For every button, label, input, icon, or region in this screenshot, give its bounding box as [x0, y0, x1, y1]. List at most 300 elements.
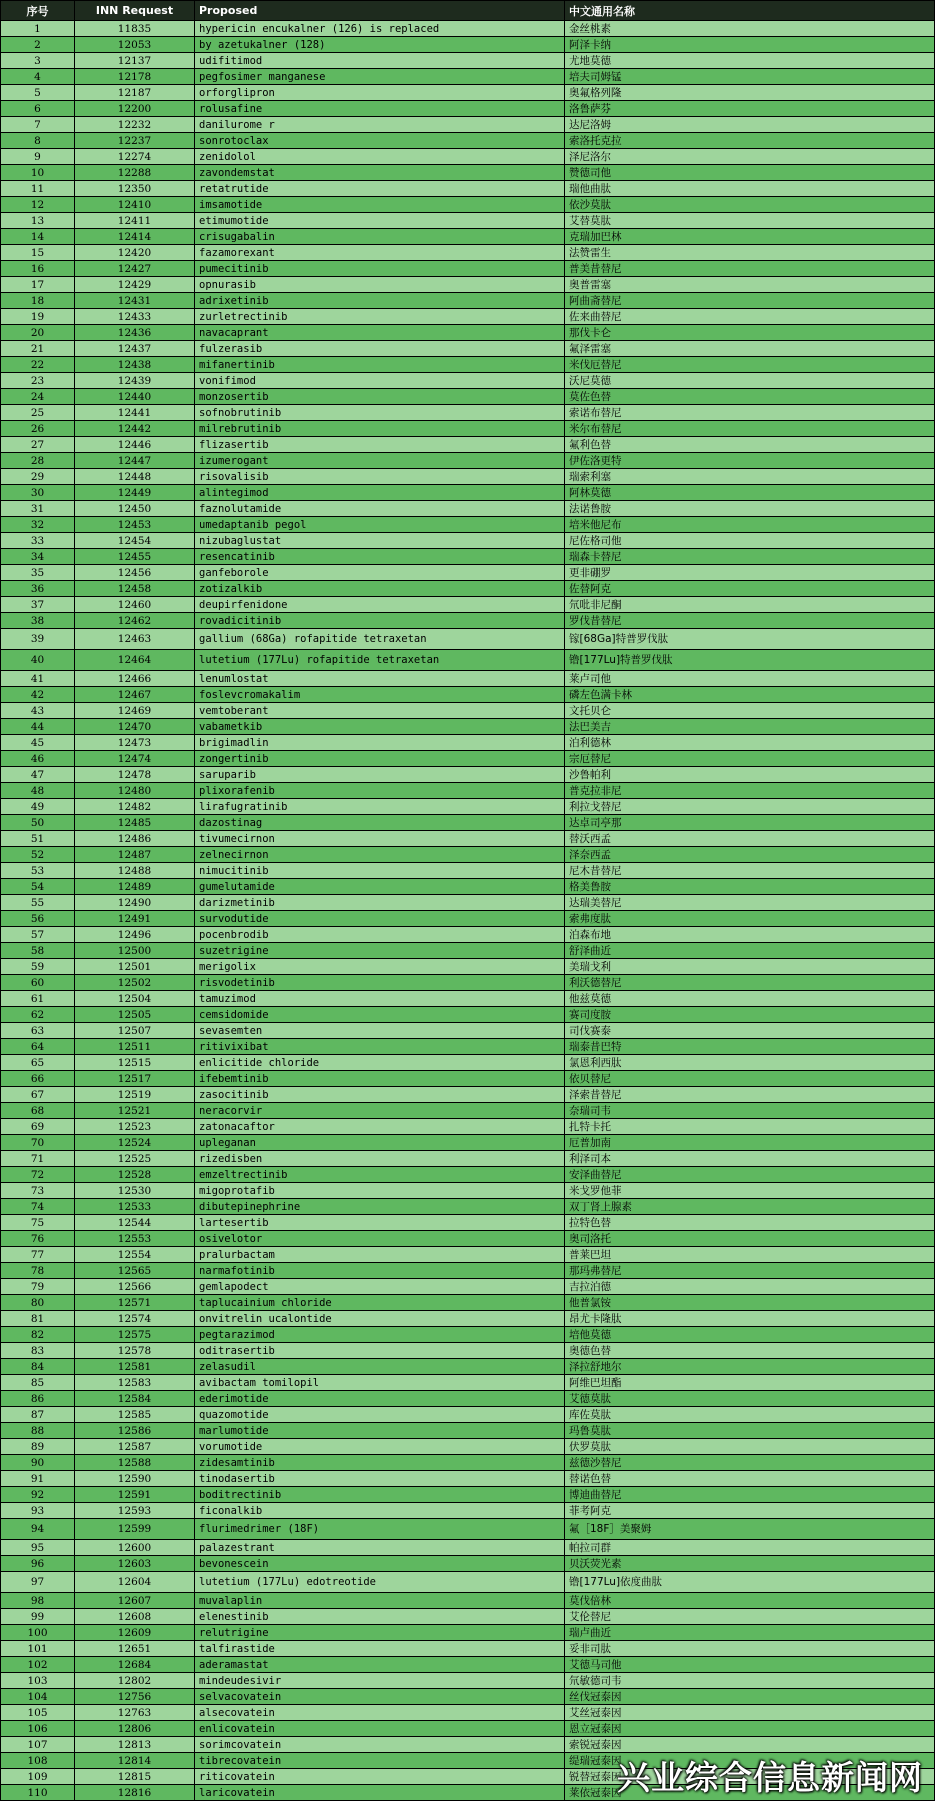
table-row[interactable] — [1, 37, 935, 53]
cell-chinese-name[interactable]: 瑞他曲肽 — [565, 181, 935, 197]
table-row[interactable] — [1, 1103, 935, 1119]
cell-inn-request[interactable]: 12488 — [75, 863, 195, 879]
cell-index[interactable]: 63 — [1, 1023, 75, 1039]
table-row[interactable] — [1, 1343, 935, 1359]
cell-chinese-name[interactable]: 安泽曲替尼 — [565, 1167, 935, 1183]
cell-chinese-name[interactable]: 尼佐格司他 — [565, 533, 935, 549]
cell-chinese-name[interactable]: 伊佐洛更特 — [565, 453, 935, 469]
table-row[interactable] — [1, 1625, 935, 1641]
cell-inn-request[interactable]: 12553 — [75, 1231, 195, 1247]
cell-inn-request[interactable]: 12448 — [75, 469, 195, 485]
cell-proposed[interactable]: pocenbrodib — [195, 927, 565, 943]
cell-proposed[interactable]: opnurasib — [195, 277, 565, 293]
cell-inn-request[interactable]: 12450 — [75, 501, 195, 517]
cell-inn-request[interactable]: 12433 — [75, 309, 195, 325]
table-row[interactable] — [1, 927, 935, 943]
cell-proposed[interactable]: sofnobrutinib — [195, 405, 565, 421]
cell-chinese-name[interactable]: 宗厄替尼 — [565, 751, 935, 767]
cell-inn-request[interactable]: 12756 — [75, 1689, 195, 1705]
table-row[interactable] — [1, 373, 935, 389]
cell-inn-request[interactable]: 12528 — [75, 1167, 195, 1183]
cell-inn-request[interactable]: 12469 — [75, 703, 195, 719]
cell-inn-request[interactable]: 12440 — [75, 389, 195, 405]
cell-index[interactable]: 3 — [1, 53, 75, 69]
cell-chinese-name[interactable]: 奥普雷塞 — [565, 277, 935, 293]
cell-proposed[interactable]: ficonalkib — [195, 1503, 565, 1519]
cell-chinese-name[interactable]: 吉拉泊德 — [565, 1279, 935, 1295]
cell-proposed[interactable]: relutrigine — [195, 1625, 565, 1641]
cell-chinese-name[interactable]: 奥司洛托 — [565, 1231, 935, 1247]
cell-index[interactable]: 6 — [1, 101, 75, 117]
cell-chinese-name[interactable]: 罗伐昔替尼 — [565, 613, 935, 629]
cell-proposed[interactable]: migoprotafib — [195, 1183, 565, 1199]
cell-chinese-name[interactable]: 利拉戈替尼 — [565, 799, 935, 815]
cell-index[interactable]: 93 — [1, 1503, 75, 1519]
cell-index[interactable]: 30 — [1, 485, 75, 501]
cell-index[interactable]: 94 — [1, 1519, 75, 1540]
cell-inn-request[interactable]: 12441 — [75, 405, 195, 421]
cell-proposed[interactable]: taplucainium chloride — [195, 1295, 565, 1311]
cell-chinese-name[interactable]: 镥[177Lu]特普罗伐肽 — [565, 650, 935, 671]
cell-index[interactable]: 88 — [1, 1423, 75, 1439]
cell-chinese-name[interactable]: 氟［18F］美聚姆 — [565, 1519, 935, 1540]
cell-chinese-name[interactable]: 赞德司他 — [565, 165, 935, 181]
cell-index[interactable]: 34 — [1, 549, 75, 565]
cell-proposed[interactable]: onvitrelin ucalontide — [195, 1311, 565, 1327]
cell-proposed[interactable]: ederimotide — [195, 1391, 565, 1407]
cell-inn-request[interactable]: 12603 — [75, 1556, 195, 1572]
cell-proposed[interactable]: upleganan — [195, 1135, 565, 1151]
cell-inn-request[interactable]: 12521 — [75, 1103, 195, 1119]
table-row[interactable] — [1, 1503, 935, 1519]
cell-inn-request[interactable]: 12232 — [75, 117, 195, 133]
cell-inn-request[interactable]: 12486 — [75, 831, 195, 847]
cell-inn-request[interactable]: 12447 — [75, 453, 195, 469]
table-row[interactable] — [1, 1407, 935, 1423]
table-row[interactable] — [1, 581, 935, 597]
cell-index[interactable]: 107 — [1, 1737, 75, 1753]
cell-proposed[interactable]: etimumotide — [195, 213, 565, 229]
cell-proposed[interactable]: rolusafine — [195, 101, 565, 117]
cell-chinese-name[interactable]: 丝伐冠泰因 — [565, 1689, 935, 1705]
cell-chinese-name[interactable]: 贝沃荧光素 — [565, 1556, 935, 1572]
cell-inn-request[interactable]: 12504 — [75, 991, 195, 1007]
cell-inn-request[interactable]: 12515 — [75, 1055, 195, 1071]
table-row[interactable] — [1, 1199, 935, 1215]
table-row[interactable] — [1, 991, 935, 1007]
cell-inn-request[interactable]: 12586 — [75, 1423, 195, 1439]
cell-proposed[interactable]: udifitimod — [195, 53, 565, 69]
cell-chinese-name[interactable]: 培夫司姆锰 — [565, 69, 935, 85]
cell-index[interactable]: 90 — [1, 1455, 75, 1471]
cell-inn-request[interactable]: 12464 — [75, 650, 195, 671]
cell-chinese-name[interactable]: 艾德莫肽 — [565, 1391, 935, 1407]
cell-chinese-name[interactable]: 泊利德林 — [565, 735, 935, 751]
cell-chinese-name[interactable]: 文托贝仑 — [565, 703, 935, 719]
cell-chinese-name[interactable]: 佐来曲替尼 — [565, 309, 935, 325]
table-row[interactable] — [1, 117, 935, 133]
cell-index[interactable]: 55 — [1, 895, 75, 911]
cell-inn-request[interactable]: 12813 — [75, 1737, 195, 1753]
cell-index[interactable]: 78 — [1, 1263, 75, 1279]
cell-chinese-name[interactable]: 莱依冠泰因 — [565, 1785, 935, 1801]
cell-chinese-name[interactable]: 利泽司本 — [565, 1151, 935, 1167]
cell-proposed[interactable]: rovadicitinib — [195, 613, 565, 629]
cell-proposed[interactable]: pegtarazimod — [195, 1327, 565, 1343]
cell-proposed[interactable]: danilurome r — [195, 117, 565, 133]
table-row[interactable] — [1, 895, 935, 911]
table-row[interactable] — [1, 1556, 935, 1572]
cell-chinese-name[interactable]: 阿林莫德 — [565, 485, 935, 501]
table-row[interactable] — [1, 767, 935, 783]
cell-proposed[interactable]: milrebrutinib — [195, 421, 565, 437]
cell-index[interactable]: 86 — [1, 1391, 75, 1407]
cell-inn-request[interactable]: 12575 — [75, 1327, 195, 1343]
table-row[interactable] — [1, 1737, 935, 1753]
table-row[interactable] — [1, 229, 935, 245]
cell-inn-request[interactable]: 12463 — [75, 629, 195, 650]
table-row[interactable] — [1, 1705, 935, 1721]
table-row[interactable] — [1, 149, 935, 165]
cell-chinese-name[interactable]: 赛司度胺 — [565, 1007, 935, 1023]
table-row[interactable] — [1, 1641, 935, 1657]
cell-proposed[interactable]: marlumotide — [195, 1423, 565, 1439]
cell-chinese-name[interactable]: 奥德色替 — [565, 1343, 935, 1359]
cell-index[interactable]: 80 — [1, 1295, 75, 1311]
cell-inn-request[interactable]: 12581 — [75, 1359, 195, 1375]
cell-inn-request[interactable]: 12478 — [75, 767, 195, 783]
table-row[interactable] — [1, 1455, 935, 1471]
cell-index[interactable]: 11 — [1, 181, 75, 197]
cell-proposed[interactable]: vonifimod — [195, 373, 565, 389]
cell-index[interactable]: 40 — [1, 650, 75, 671]
cell-index[interactable]: 61 — [1, 991, 75, 1007]
cell-index[interactable]: 4 — [1, 69, 75, 85]
cell-chinese-name[interactable]: 缇瑞冠泰因 — [565, 1753, 935, 1769]
cell-chinese-name[interactable]: 阿维巴坦酯 — [565, 1375, 935, 1391]
table-row[interactable] — [1, 597, 935, 613]
cell-inn-request[interactable]: 12599 — [75, 1519, 195, 1540]
cell-chinese-name[interactable]: 普莱巴坦 — [565, 1247, 935, 1263]
cell-inn-request[interactable]: 12590 — [75, 1471, 195, 1487]
cell-inn-request[interactable]: 12438 — [75, 357, 195, 373]
cell-inn-request[interactable]: 12350 — [75, 181, 195, 197]
cell-inn-request[interactable]: 12501 — [75, 959, 195, 975]
table-row[interactable] — [1, 389, 935, 405]
table-row[interactable] — [1, 1657, 935, 1673]
cell-index[interactable]: 98 — [1, 1593, 75, 1609]
cell-inn-request[interactable]: 12437 — [75, 341, 195, 357]
table-row[interactable] — [1, 1231, 935, 1247]
cell-index[interactable]: 24 — [1, 389, 75, 405]
cell-proposed[interactable]: vemtoberant — [195, 703, 565, 719]
cell-proposed[interactable]: flizasertib — [195, 437, 565, 453]
table-row[interactable] — [1, 277, 935, 293]
table-row[interactable] — [1, 1215, 935, 1231]
cell-inn-request[interactable]: 12517 — [75, 1071, 195, 1087]
cell-index[interactable]: 83 — [1, 1343, 75, 1359]
table-row[interactable] — [1, 783, 935, 799]
cell-index[interactable]: 42 — [1, 687, 75, 703]
cell-inn-request[interactable]: 12482 — [75, 799, 195, 815]
cell-index[interactable]: 54 — [1, 879, 75, 895]
cell-inn-request[interactable]: 12178 — [75, 69, 195, 85]
cell-proposed[interactable]: oditrasertib — [195, 1343, 565, 1359]
cell-proposed[interactable]: sonrotoclax — [195, 133, 565, 149]
cell-chinese-name[interactable]: 帕拉司群 — [565, 1540, 935, 1556]
cell-proposed[interactable]: sorimcovatein — [195, 1737, 565, 1753]
table-row[interactable] — [1, 181, 935, 197]
cell-chinese-name[interactable]: 金丝桃素 — [565, 21, 935, 37]
cell-proposed[interactable]: dazostinag — [195, 815, 565, 831]
cell-chinese-name[interactable]: 索弗度肽 — [565, 911, 935, 927]
cell-inn-request[interactable]: 12651 — [75, 1641, 195, 1657]
cell-chinese-name[interactable]: 恩立冠泰因 — [565, 1721, 935, 1737]
cell-proposed[interactable]: deupirfenidone — [195, 597, 565, 613]
cell-index[interactable]: 84 — [1, 1359, 75, 1375]
cell-proposed[interactable]: retatrutide — [195, 181, 565, 197]
cell-inn-request[interactable]: 12485 — [75, 815, 195, 831]
table-row[interactable] — [1, 1439, 935, 1455]
cell-proposed[interactable]: vorumotide — [195, 1439, 565, 1455]
cell-index[interactable]: 19 — [1, 309, 75, 325]
cell-chinese-name[interactable]: 拉特色替 — [565, 1215, 935, 1231]
cell-inn-request[interactable]: 12523 — [75, 1119, 195, 1135]
cell-index[interactable]: 53 — [1, 863, 75, 879]
cell-chinese-name[interactable]: 培米他尼布 — [565, 517, 935, 533]
cell-inn-request[interactable]: 11835 — [75, 21, 195, 37]
cell-inn-request[interactable]: 12505 — [75, 1007, 195, 1023]
table-row[interactable] — [1, 1721, 935, 1737]
cell-chinese-name[interactable]: 莫伐倍林 — [565, 1593, 935, 1609]
cell-chinese-name[interactable]: 阿泽卡纳 — [565, 37, 935, 53]
cell-proposed[interactable]: umedaptanib pegol — [195, 517, 565, 533]
table-row[interactable] — [1, 1055, 935, 1071]
cell-chinese-name[interactable]: 妥非司肽 — [565, 1641, 935, 1657]
cell-proposed[interactable]: by azetukalner (128) — [195, 37, 565, 53]
cell-chinese-name[interactable]: 伏罗莫肽 — [565, 1439, 935, 1455]
cell-inn-request[interactable]: 12533 — [75, 1199, 195, 1215]
cell-proposed[interactable]: zasocitinib — [195, 1087, 565, 1103]
cell-index[interactable]: 76 — [1, 1231, 75, 1247]
table-row[interactable] — [1, 341, 935, 357]
cell-index[interactable]: 109 — [1, 1769, 75, 1785]
table-row[interactable] — [1, 1375, 935, 1391]
table-row[interactable] — [1, 799, 935, 815]
table-row[interactable] — [1, 629, 935, 650]
cell-index[interactable]: 96 — [1, 1556, 75, 1572]
cell-inn-request[interactable]: 12053 — [75, 37, 195, 53]
table-row[interactable] — [1, 1609, 935, 1625]
table-row[interactable] — [1, 405, 935, 421]
cell-proposed[interactable]: talfirastide — [195, 1641, 565, 1657]
cell-chinese-name[interactable]: 米伐厄替尼 — [565, 357, 935, 373]
table-row[interactable] — [1, 1279, 935, 1295]
table-row[interactable] — [1, 69, 935, 85]
cell-index[interactable]: 74 — [1, 1199, 75, 1215]
cell-chinese-name[interactable]: 格美鲁胺 — [565, 879, 935, 895]
cell-index[interactable]: 1 — [1, 21, 75, 37]
table-row[interactable] — [1, 261, 935, 277]
cell-proposed[interactable]: rizedisben — [195, 1151, 565, 1167]
cell-index[interactable]: 41 — [1, 671, 75, 687]
cell-index[interactable]: 44 — [1, 719, 75, 735]
cell-proposed[interactable]: muvalaplin — [195, 1593, 565, 1609]
table-row[interactable] — [1, 133, 935, 149]
cell-proposed[interactable]: tinodasertib — [195, 1471, 565, 1487]
cell-index[interactable]: 110 — [1, 1785, 75, 1801]
cell-proposed[interactable]: lenumlostat — [195, 671, 565, 687]
cell-proposed[interactable]: nizubaglustat — [195, 533, 565, 549]
cell-chinese-name[interactable]: 瑞泰昔巴特 — [565, 1039, 935, 1055]
cell-index[interactable]: 73 — [1, 1183, 75, 1199]
table-row[interactable] — [1, 1183, 935, 1199]
cell-proposed[interactable]: dibutepinephrine — [195, 1199, 565, 1215]
cell-index[interactable]: 28 — [1, 453, 75, 469]
cell-chinese-name[interactable]: 米尔布替尼 — [565, 421, 935, 437]
cell-inn-request[interactable]: 12585 — [75, 1407, 195, 1423]
cell-inn-request[interactable]: 12814 — [75, 1753, 195, 1769]
cell-chinese-name[interactable]: 泽拉舒地尔 — [565, 1359, 935, 1375]
cell-inn-request[interactable]: 12446 — [75, 437, 195, 453]
cell-index[interactable]: 103 — [1, 1673, 75, 1689]
table-row[interactable] — [1, 85, 935, 101]
table-row[interactable] — [1, 53, 935, 69]
cell-inn-request[interactable]: 12593 — [75, 1503, 195, 1519]
cell-index[interactable]: 37 — [1, 597, 75, 613]
cell-chinese-name[interactable]: 替诺色替 — [565, 1471, 935, 1487]
cell-proposed[interactable]: zatonacaftor — [195, 1119, 565, 1135]
table-row[interactable] — [1, 165, 935, 181]
cell-proposed[interactable]: avibactam tomilopil — [195, 1375, 565, 1391]
table-row[interactable] — [1, 1471, 935, 1487]
cell-inn-request[interactable]: 12583 — [75, 1375, 195, 1391]
cell-inn-request[interactable]: 12427 — [75, 261, 195, 277]
cell-inn-request[interactable]: 12609 — [75, 1625, 195, 1641]
cell-chinese-name[interactable]: 洛鲁萨芬 — [565, 101, 935, 117]
cell-inn-request[interactable]: 12496 — [75, 927, 195, 943]
table-row[interactable] — [1, 1487, 935, 1503]
cell-index[interactable]: 108 — [1, 1753, 75, 1769]
cell-index[interactable]: 38 — [1, 613, 75, 629]
cell-chinese-name[interactable]: 磷左色满卡林 — [565, 687, 935, 703]
cell-inn-request[interactable]: 12806 — [75, 1721, 195, 1737]
cell-chinese-name[interactable]: 库佐莫肽 — [565, 1407, 935, 1423]
cell-index[interactable]: 57 — [1, 927, 75, 943]
cell-inn-request[interactable]: 12608 — [75, 1609, 195, 1625]
cell-chinese-name[interactable]: 莫佐色替 — [565, 389, 935, 405]
header-index[interactable]: 序号 — [1, 1, 75, 21]
table-row[interactable] — [1, 197, 935, 213]
cell-proposed[interactable]: cemsidomide — [195, 1007, 565, 1023]
cell-proposed[interactable]: survodutide — [195, 911, 565, 927]
cell-proposed[interactable]: tivumecirnon — [195, 831, 565, 847]
cell-index[interactable]: 101 — [1, 1641, 75, 1657]
table-row[interactable] — [1, 975, 935, 991]
cell-inn-request[interactable]: 12455 — [75, 549, 195, 565]
table-row[interactable] — [1, 309, 935, 325]
table-row[interactable] — [1, 1263, 935, 1279]
table-row[interactable] — [1, 1071, 935, 1087]
cell-inn-request[interactable]: 12816 — [75, 1785, 195, 1801]
cell-proposed[interactable]: darizmetinib — [195, 895, 565, 911]
table-row[interactable] — [1, 650, 935, 671]
cell-inn-request[interactable]: 12487 — [75, 847, 195, 863]
cell-inn-request[interactable]: 12187 — [75, 85, 195, 101]
cell-inn-request[interactable]: 12507 — [75, 1023, 195, 1039]
cell-proposed[interactable]: zavondemstat — [195, 165, 565, 181]
cell-inn-request[interactable]: 12474 — [75, 751, 195, 767]
cell-inn-request[interactable]: 12584 — [75, 1391, 195, 1407]
cell-index[interactable]: 95 — [1, 1540, 75, 1556]
cell-inn-request[interactable]: 12519 — [75, 1087, 195, 1103]
cell-proposed[interactable]: ritivixibat — [195, 1039, 565, 1055]
cell-chinese-name[interactable]: 氟泽雷塞 — [565, 341, 935, 357]
table-row[interactable] — [1, 501, 935, 517]
cell-inn-request[interactable]: 12462 — [75, 613, 195, 629]
table-row[interactable] — [1, 1359, 935, 1375]
cell-inn-request[interactable]: 12554 — [75, 1247, 195, 1263]
cell-proposed[interactable]: tibrecovatein — [195, 1753, 565, 1769]
cell-chinese-name[interactable]: 沃尼莫德 — [565, 373, 935, 389]
table-row[interactable] — [1, 1039, 935, 1055]
table-row[interactable] — [1, 421, 935, 437]
cell-proposed[interactable]: osivelotor — [195, 1231, 565, 1247]
cell-chinese-name[interactable]: 瑞卢曲近 — [565, 1625, 935, 1641]
cell-index[interactable]: 26 — [1, 421, 75, 437]
cell-chinese-name[interactable]: 阿曲斋替尼 — [565, 293, 935, 309]
cell-index[interactable]: 36 — [1, 581, 75, 597]
cell-chinese-name[interactable]: 镓[68Ga]特普罗伐肽 — [565, 629, 935, 650]
cell-proposed[interactable]: lirafugratinib — [195, 799, 565, 815]
cell-chinese-name[interactable]: 法巴美吉 — [565, 719, 935, 735]
cell-chinese-name[interactable]: 索诺布替尼 — [565, 405, 935, 421]
cell-index[interactable]: 64 — [1, 1039, 75, 1055]
cell-index[interactable]: 79 — [1, 1279, 75, 1295]
table-row[interactable] — [1, 1689, 935, 1705]
cell-proposed[interactable]: enlicitide chloride — [195, 1055, 565, 1071]
cell-chinese-name[interactable]: 博迪曲替尼 — [565, 1487, 935, 1503]
cell-proposed[interactable]: pumecitinib — [195, 261, 565, 277]
table-row[interactable] — [1, 213, 935, 229]
cell-proposed[interactable]: zidesamtinib — [195, 1455, 565, 1471]
table-row[interactable] — [1, 293, 935, 309]
cell-proposed[interactable]: zelnecirnon — [195, 847, 565, 863]
cell-inn-request[interactable]: 12607 — [75, 1593, 195, 1609]
cell-chinese-name[interactable]: 米戈罗他菲 — [565, 1183, 935, 1199]
cell-index[interactable]: 102 — [1, 1657, 75, 1673]
cell-proposed[interactable]: nimucitinib — [195, 863, 565, 879]
cell-proposed[interactable]: sevasemten — [195, 1023, 565, 1039]
cell-inn-request[interactable]: 12439 — [75, 373, 195, 389]
cell-inn-request[interactable]: 12565 — [75, 1263, 195, 1279]
cell-index[interactable]: 22 — [1, 357, 75, 373]
cell-inn-request[interactable]: 12600 — [75, 1540, 195, 1556]
table-row[interactable] — [1, 943, 935, 959]
cell-inn-request[interactable]: 12454 — [75, 533, 195, 549]
table-row[interactable] — [1, 1593, 935, 1609]
table-row[interactable] — [1, 1151, 935, 1167]
table-row[interactable] — [1, 1540, 935, 1556]
header-inn-request[interactable]: INN Request — [75, 1, 195, 21]
cell-proposed[interactable]: saruparib — [195, 767, 565, 783]
cell-proposed[interactable]: flurimedrimer (18F) — [195, 1519, 565, 1540]
cell-chinese-name[interactable]: 克瑞加巴林 — [565, 229, 935, 245]
cell-proposed[interactable]: lartesertib — [195, 1215, 565, 1231]
table-row[interactable] — [1, 1673, 935, 1689]
cell-proposed[interactable]: brigimadlin — [195, 735, 565, 751]
cell-proposed[interactable]: bevonescein — [195, 1556, 565, 1572]
